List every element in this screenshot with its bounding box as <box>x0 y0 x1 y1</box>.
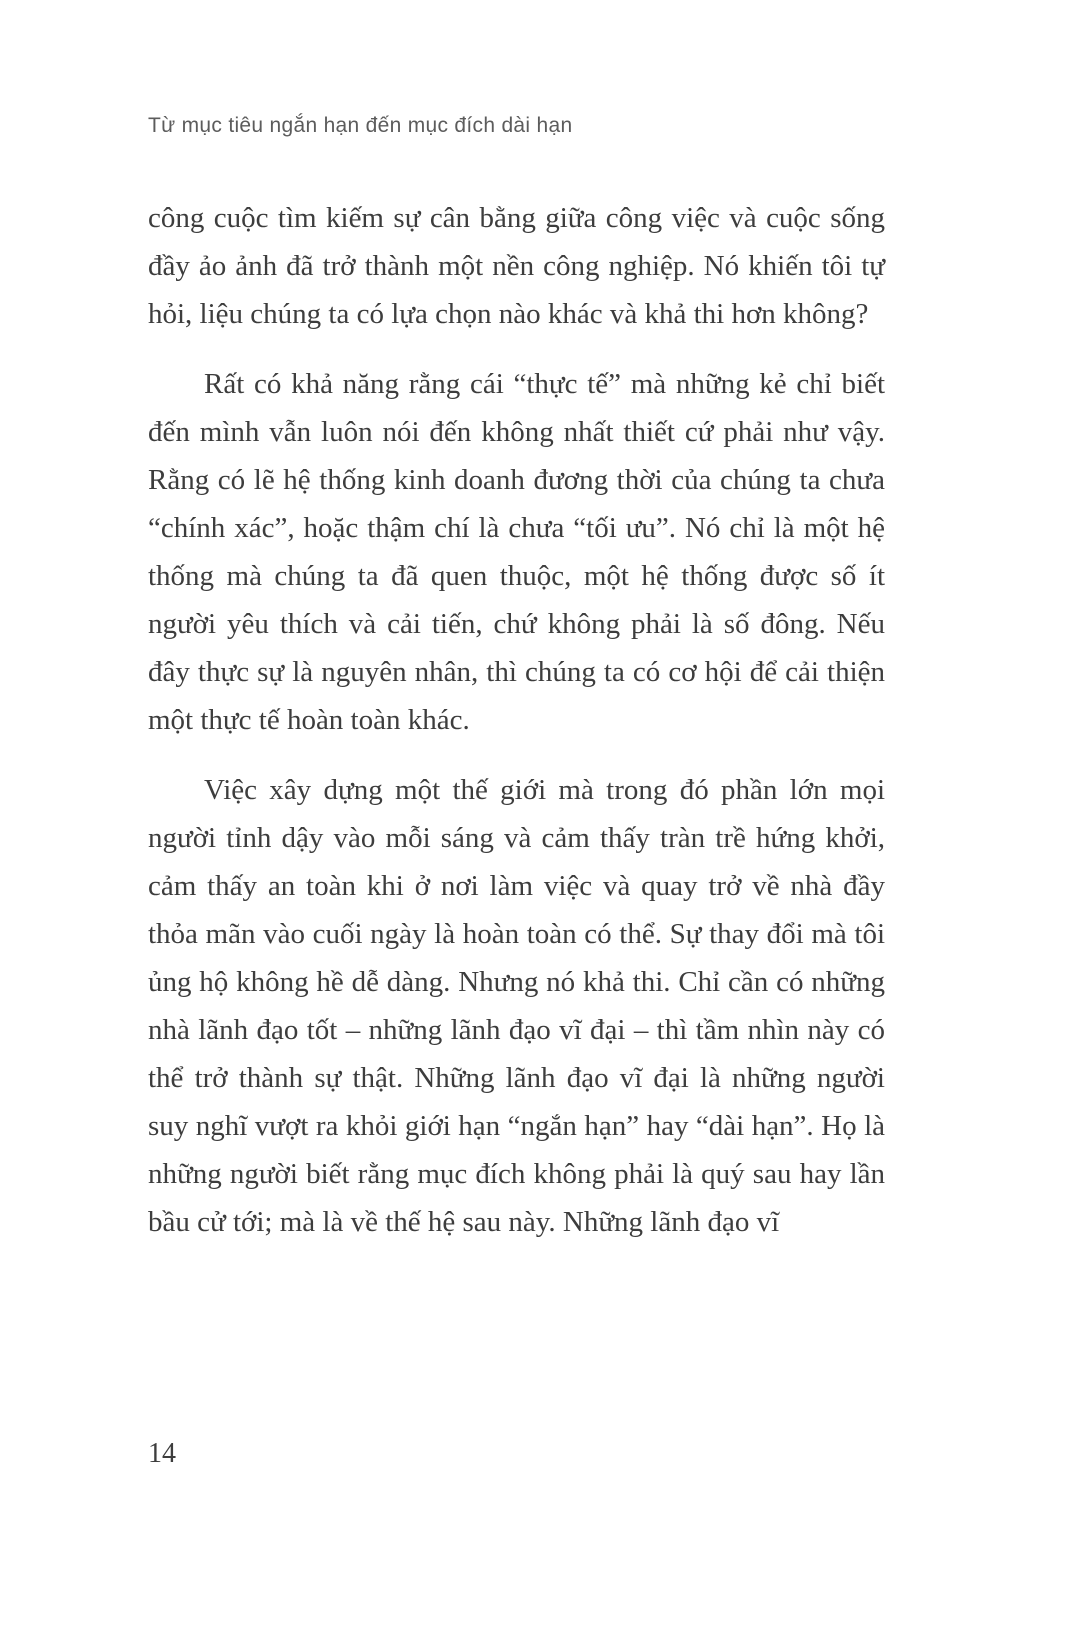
page-number: 14 <box>148 1438 176 1469</box>
running-header: Từ mục tiêu ngắn hạn đến mục đích dài hạn <box>148 114 573 137</box>
body-paragraph: Rất có khả năng rằng cái “thực tế” mà những kẻ chỉ biết đến mình vẫn luôn nói đến không nhất thiết cứ phải như vậy. Rằng có lẽ hệ thống kinh doanh đương thời của chúng ta chưa “chính xác”, hoặc thậm chí là chưa “tối ưu”. Nó chỉ là một hệ thống mà chúng ta đã quen thuộc, một hệ thống được số ít người yêu thích và cải tiến, chứ không phải là số đông. Nếu đây thực sự là nguyên nhân, thì chúng ta có cơ hội để cải thiện một thực tế hoàn toàn khác. <box>148 368 885 736</box>
body-paragraph: công cuộc tìm kiếm sự cân bằng giữa công việc và cuộc sống đầy ảo ảnh đã trở thành một nền công nghiệp. Nó khiến tôi tự hỏi, liệu chúng ta có lựa chọn nào khác và khả thi hơn không? <box>148 202 885 330</box>
body-text <box>148 194 885 1268</box>
body-paragraph: Việc xây dựng một thế giới mà trong đó phần lớn mọi người tỉnh dậy vào mỗi sáng và cảm thấy tràn trề hứng khởi, cảm thấy an toàn khi ở nơi làm việc và quay trở về nhà đầy thỏa mãn vào cuối ngày là hoàn toàn có thể. Sự thay đổi mà tôi ủng hộ không hề dễ dàng. Nhưng nó khả thi. Chỉ cần có những nhà lãnh đạo tốt – những lãnh đạo vĩ đại – thì tầm nhìn này có thể trở thành sự thật. Những lãnh đạo vĩ đại là những người suy nghĩ vượt ra khỏi giới hạn “ngắn hạn” hay “dài hạn”. Họ là những người biết rằng mục đích không phải là quý sau hay lần bầu cử tới; mà là về thế hệ sau này. Những lãnh đạo vĩ <box>148 774 885 1238</box>
